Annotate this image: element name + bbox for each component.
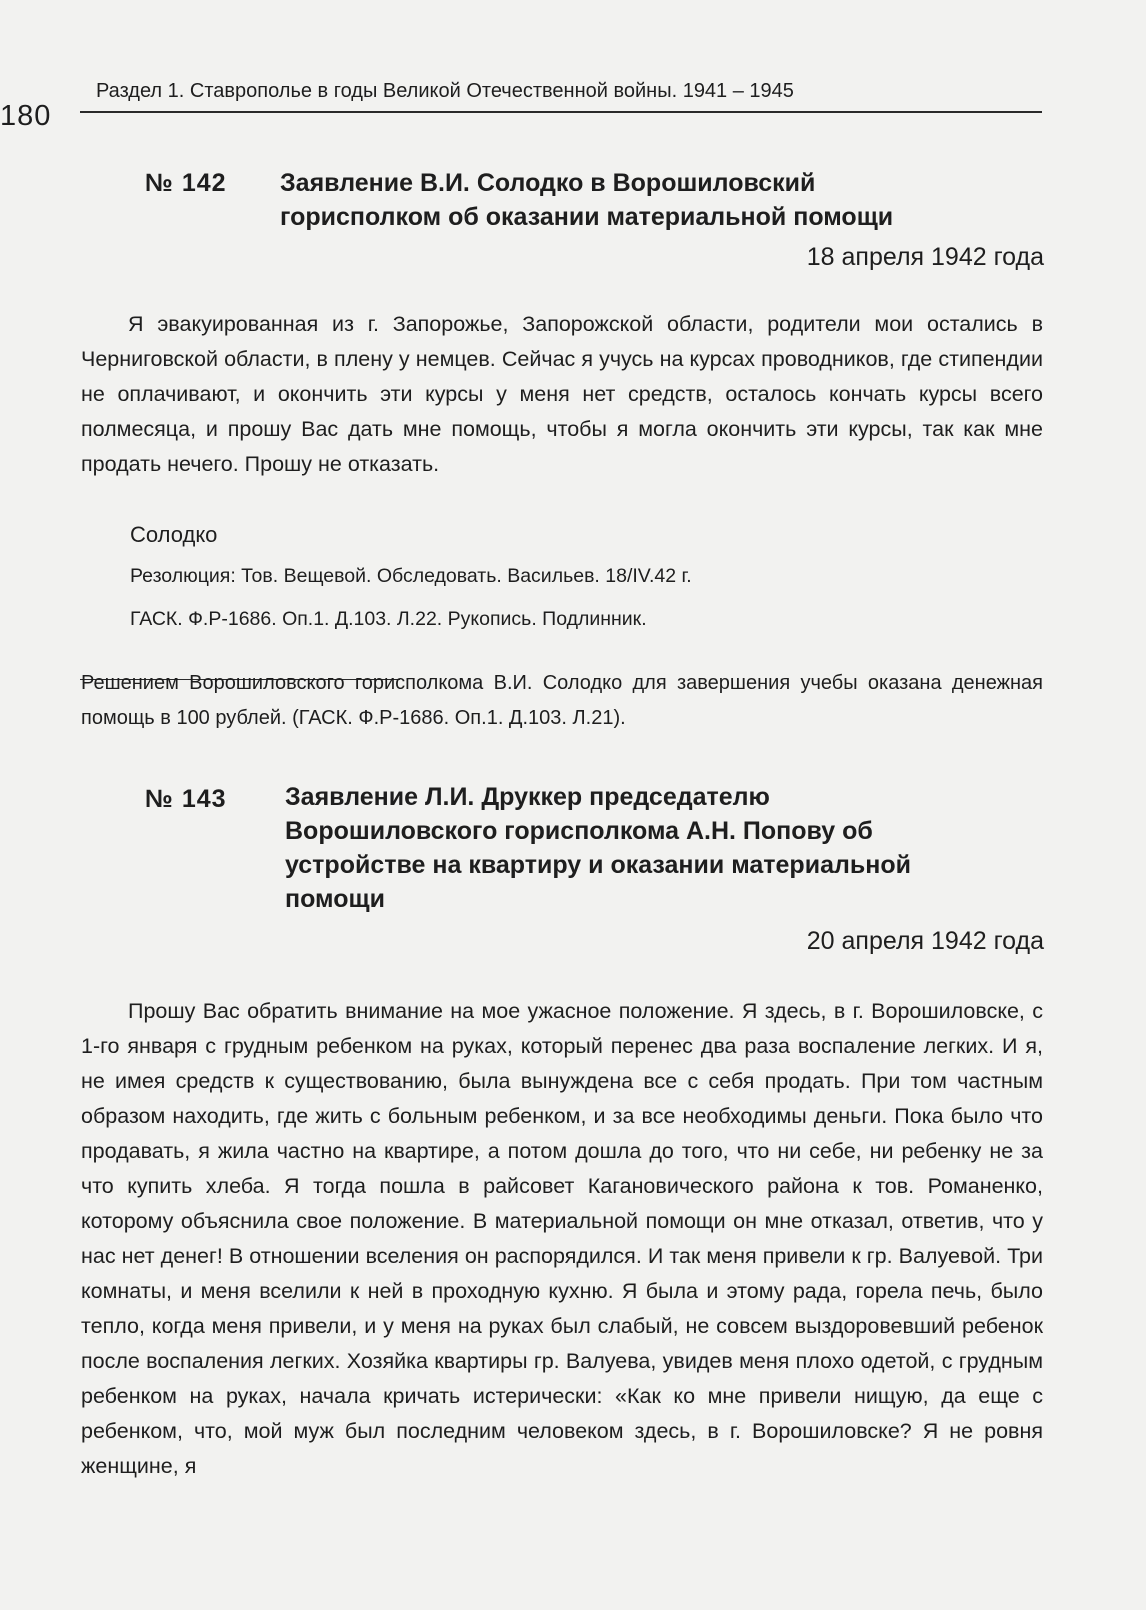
- doc-142-resolution: Резолюция: Тов. Вещевой. Обследовать. Васильев. 18/IV.42 г.: [130, 565, 692, 587]
- doc-142-footnote: Решением Ворошиловского горисполкома В.И. Солодко для завершения учебы оказана денежная помощь в 100 рублей. (ГАСК. Ф.Р-1686. Оп.1. Д.103. Л.21).: [81, 672, 1043, 729]
- doc-143-title-line-1: Заявление Л.И. Друккер председателю: [285, 783, 770, 811]
- doc-142-body: Я эвакуированная из г. Запорожье, Запорожской области, родители мои остались в Черниговской области, в плену у немцев. Сейчас я учусь на курсах проводников, где стипендии не оплачивают, и окончить эти курсы у меня нет средств, осталось кончать курсы всего полмесяца, и прошу Вас дать мне помощь, чтобы я могла окончить эти курсы, так как мне продать нечего. Прошу не отказать.: [81, 312, 1043, 476]
- doc-143-title-line-3: устройстве на квартиру и оказании материальной: [285, 851, 911, 879]
- doc-142-title: [280, 166, 893, 234]
- doc-142-date: 18 апреля 1942 года: [806, 243, 1044, 271]
- doc-143-title-line-4: помощи: [285, 885, 385, 913]
- doc-142-number: № 142: [145, 169, 227, 197]
- doc-143-title: [285, 780, 911, 916]
- doc-143-date: 20 апреля 1942 года: [806, 927, 1044, 955]
- doc-142-source: ГАСК. Ф.Р-1686. Оп.1. Д.103. Л.22. Рукопись. Подлинник.: [130, 608, 647, 630]
- doc-142-title-line-1: Заявление В.И. Солодко в Ворошиловский: [280, 169, 816, 197]
- header-rule: [80, 111, 1042, 113]
- doc-143-number: № 143: [145, 785, 227, 813]
- doc-142-title-line-2: горисполком об оказании материальной помощи: [280, 203, 894, 231]
- doc-142-signature: Солодко: [130, 522, 218, 547]
- page-number: 180: [0, 100, 52, 132]
- doc-143-title-line-2: Ворошиловского горисполкома А.Н. Попову об: [285, 817, 873, 845]
- doc-143-body: Прошу Вас обратить внимание на мое ужасное положение. Я здесь, в г. Ворошиловске, с 1-го января с грудным ребенком на руках, который перенес два раза воспаление легких. И я, не имея средств к существованию, была вынуждена все с себя продать. При том частным образом находить, где жить с больным ребенком, и за все необходимы деньги. Пока было что продавать, я жила частно на квартире, а потом дошла до того, что ни себе, ни ребенку не за что купить хлеба. Я тогда пошла в райсовет Кагановического района к тов. Романенко, которому объяснила свое положение. В материальной помощи он мне отказал, ответив, что у нас нет денег! В отношении вселения он распорядился. И так меня привели к гр. Валуевой. Три комнаты, и меня вселили к ней в проходную кухню. Я была и этому рада, горела печь, было тепло, когда меня привели, и у меня на руках был слабый, не совсем выздоровевший ребенок после воспаления легких. Хозяйка квартиры гр. Валуева, увидев меня плохо одетой, с грудным ребенком на руках, начала кричать истерически: «Как ко мне привели нищую, да еще с ребенком, что, мой муж был последним человеком здесь, в г. Ворошиловске? Я не ровня женщине, я: [81, 999, 1043, 1478]
- running-header: Раздел 1. Ставрополье в годы Великой Отечественной войны. 1941 – 1945: [96, 80, 794, 102]
